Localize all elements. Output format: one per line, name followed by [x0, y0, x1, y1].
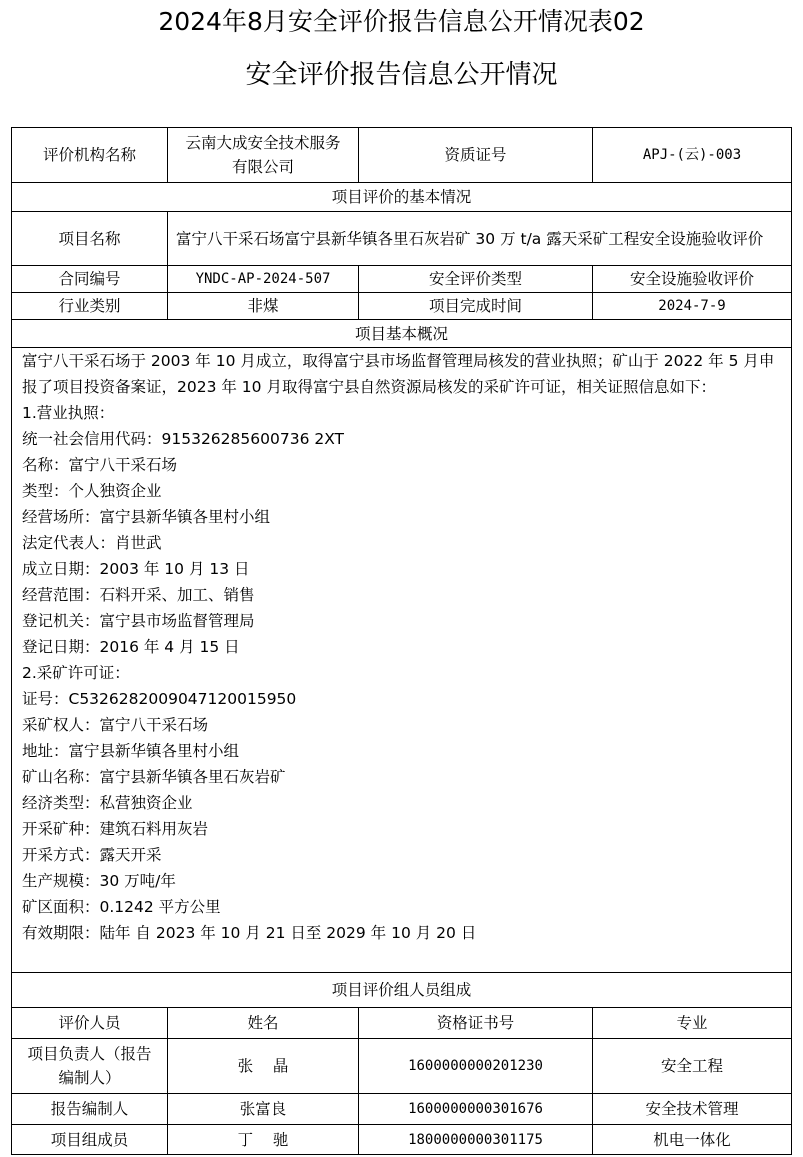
finish-label: 项目完成时间	[358, 292, 593, 320]
overview-line: 地址：富宁县新华镇各里村小组	[22, 742, 240, 760]
team-row-name: 张富良	[167, 1093, 359, 1125]
overview-line: 统一社会信用代码：915326285600736 2XT	[22, 430, 345, 448]
project-name-label: 项目名称	[11, 211, 168, 266]
cert-label: 资质证号	[358, 127, 593, 183]
team-header-cert: 资格证书号	[358, 1007, 593, 1039]
overview-line: 生产规模：30 万吨/年	[22, 872, 176, 890]
overview-line: 经营范围：石料开采、加工、销售	[22, 586, 255, 604]
overview-line: 登记机关：富宁县市场监督管理局	[22, 612, 255, 630]
overview-intro: 富宁八干采石场于 2003 年 10 月成立，取得富宁县市场监督管理局核发的营业执照；矿山于 2022 年 5 月申报了项目投资备案证，2023 年 10 月取得富宁县自然资源局核发的采矿许可证，相关证照信息如下：	[22, 352, 775, 396]
team-row-cert: 1800000000301175	[358, 1124, 593, 1155]
page-subtitle: 安全评价报告信息公开情况	[245, 60, 558, 90]
team-row-role: 项目组成员	[11, 1124, 168, 1155]
team-row-major: 机电一体化	[592, 1124, 792, 1155]
contract-label: 合同编号	[11, 265, 168, 293]
team-row-name: 张 晶	[167, 1038, 359, 1094]
team-row-major: 安全工程	[592, 1038, 792, 1094]
overview-line: 名称：富宁八干采石场	[22, 456, 178, 474]
finish-value: 2024-7-9	[592, 292, 792, 320]
eval-type-label: 安全评价类型	[358, 265, 593, 293]
cert-value: APJ-(云)-003	[592, 127, 792, 183]
overview-line: 登记日期：2016 年 4 月 15 日	[22, 638, 240, 656]
overview-line: 经营场所：富宁县新华镇各里村小组	[22, 508, 271, 526]
overview-line: 经济类型：私营独资企业	[22, 794, 193, 812]
team-section-title: 项目评价组人员组成	[11, 972, 792, 1008]
team-row-major: 安全技术管理	[592, 1093, 792, 1125]
industry-value: 非煤	[167, 292, 359, 320]
overview-line: 开采方式：露天开采	[22, 846, 162, 864]
basic-section-title: 项目评价的基本情况	[11, 182, 792, 212]
industry-label: 行业类别	[11, 292, 168, 320]
org-name: 云南大成安全技术服务有限公司	[167, 127, 359, 183]
team-row-name: 丁 驰	[167, 1124, 359, 1155]
team-header-major: 专业	[592, 1007, 792, 1039]
overview-line: 矿山名称：富宁县新华镇各里石灰岩矿	[22, 768, 286, 786]
overview-line: 法定代表人：肖世武	[22, 534, 162, 552]
page-title: 2024年8月安全评价报告信息公开情况表02	[158, 7, 645, 36]
team-row-role: 项目负责人（报告编制人）	[11, 1038, 168, 1094]
overview-line: 成立日期：2003 年 10 月 13 日	[22, 560, 250, 578]
overview-line: 类型：个人独资企业	[22, 482, 162, 500]
org-label: 评价机构名称	[11, 127, 168, 183]
contract-value: YNDC-AP-2024-507	[167, 265, 359, 293]
overview-section-title: 项目基本概况	[11, 319, 792, 348]
eval-type-value: 安全设施验收评价	[592, 265, 792, 293]
overview-lines	[22, 400, 791, 946]
team-row-role: 报告编制人	[11, 1093, 168, 1125]
team-row-cert: 1600000000301676	[358, 1093, 593, 1125]
team-header-name: 姓名	[167, 1007, 359, 1039]
overview-line: 开采矿种：建筑石料用灰岩	[22, 820, 209, 838]
overview-line: 矿区面积：0.1242 平方公里	[22, 898, 221, 916]
team-header-role: 评价人员	[11, 1007, 168, 1039]
overview-line: 1.营业执照：	[22, 404, 115, 422]
overview-line: 2.采矿许可证：	[22, 664, 130, 682]
overview-line: 采矿权人：富宁八干采石场	[22, 716, 209, 734]
overview-line: 有效期限：陆年 自 2023 年 10 月 21 日至 2029 年 10 月 20 日	[22, 924, 477, 942]
team-row-cert: 1600000000201230	[358, 1038, 593, 1094]
project-name: 富宁八干采石场富宁县新华镇各里石灰岩矿 30 万 t/a 露天采矿工程安全设施验收评价	[167, 211, 792, 266]
overview-line: 证号：C5326282009047120015950	[22, 690, 297, 708]
overview-body	[11, 347, 792, 973]
